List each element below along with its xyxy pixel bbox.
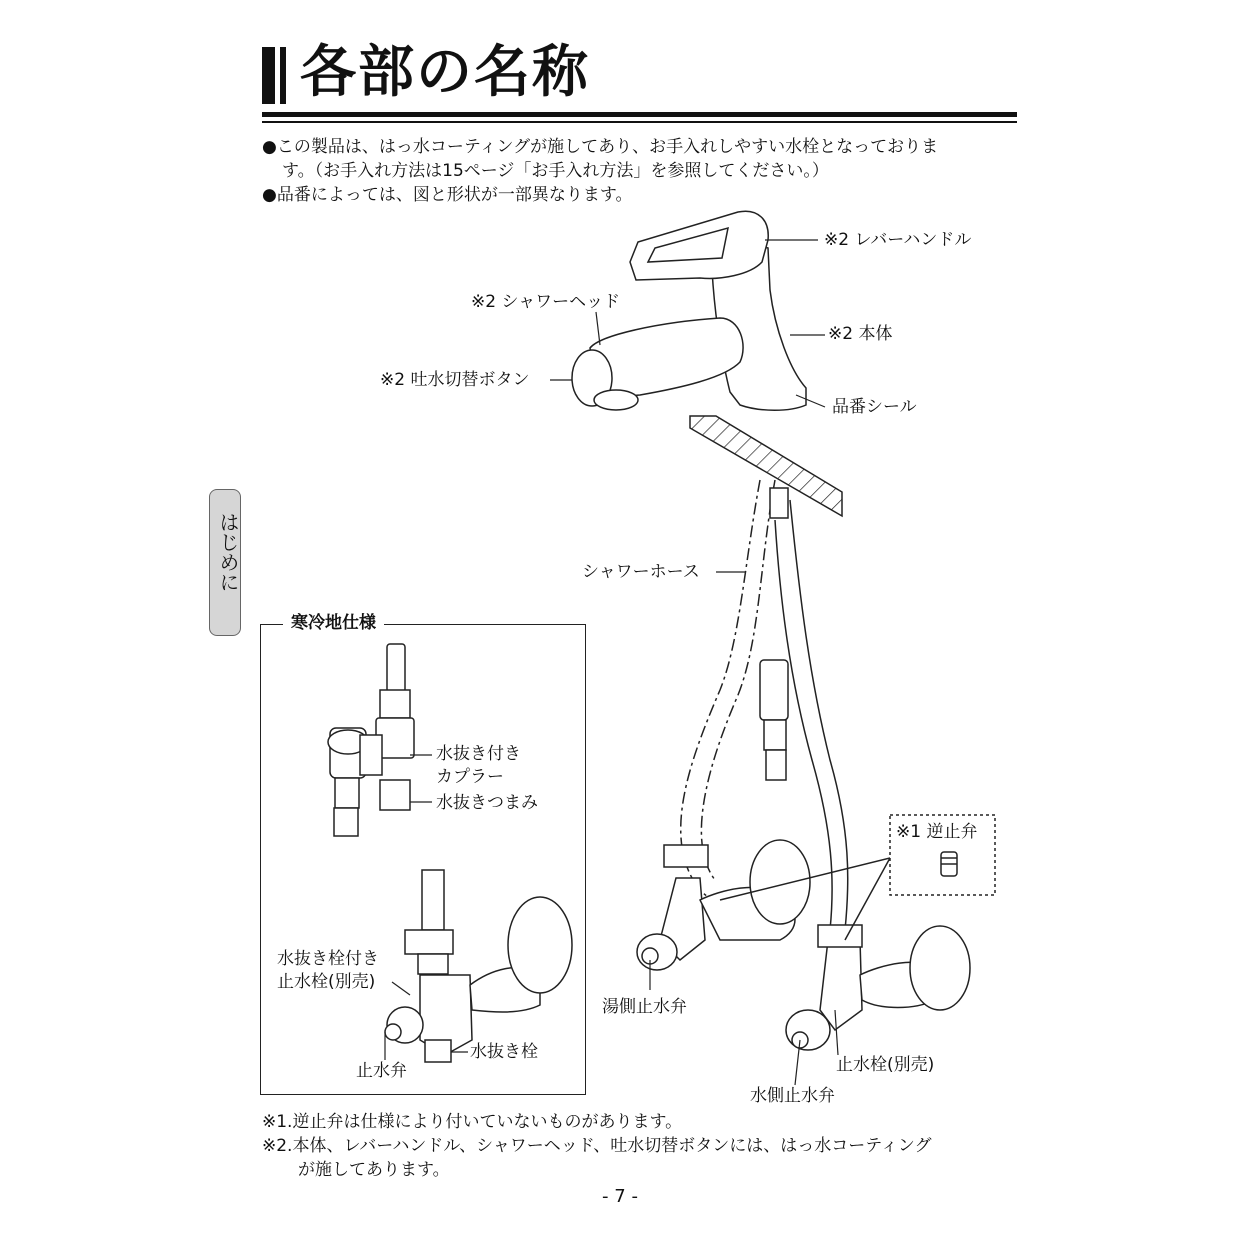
- label-model-seal: 品番シール: [832, 397, 917, 417]
- cold-region-title: 寒冷地仕様: [283, 612, 384, 634]
- footnote-2: ※2.本体、レバーハンドル、シャワーヘッド、吐水切替ボタンには、はっ水コーティング: [262, 1136, 932, 1156]
- bullet-2: ●品番によっては、図と形状が一部異なります。: [262, 185, 633, 205]
- footnote-1: ※1.逆止弁は仕様により付いていないものがあります。: [262, 1112, 683, 1132]
- spout: [590, 318, 743, 398]
- cold-stop-valve: [820, 940, 862, 1030]
- bullet-1-cont: す。（お手入れ方法は15ページ「お手入れ方法」を参照してください。）: [282, 161, 829, 181]
- label-cold-valve: 水側止水弁: [750, 1086, 835, 1106]
- label-shower-head: ※2 シャワーヘッド: [471, 292, 621, 312]
- label-lever-handle: ※2 レバーハンドル: [824, 230, 972, 250]
- label-check-valve: ※1 逆止弁: [896, 822, 978, 842]
- page-number: - 7 -: [602, 1186, 638, 1207]
- bullet-1: ●この製品は、はっ水コーティングが施してあり、お手入れしやすい水栓となっておりま: [262, 137, 939, 157]
- cold-region-box: [260, 624, 586, 1095]
- label-hot-valve: 湯側止水弁: [602, 997, 687, 1017]
- label-shower-hose: シャワーホース: [582, 562, 700, 582]
- footnote-2-cont: が施してあります。: [298, 1160, 450, 1180]
- counter-top: [690, 416, 842, 516]
- label-coupler-2: カプラー: [436, 767, 504, 787]
- label-drain-cock-1: 水抜き栓付き: [277, 949, 379, 969]
- label-stop-cock: 止水栓(別売): [836, 1055, 935, 1075]
- page-title: 各部の名称: [300, 40, 590, 105]
- label-drain-knob: 水抜きつまみ: [436, 793, 538, 813]
- label-spout-button: ※2 吐水切替ボタン: [380, 370, 530, 390]
- label-body: ※2 本体: [828, 324, 893, 344]
- label-stop-valve: 止水弁: [356, 1061, 407, 1081]
- label-coupler-1: 水抜き付き: [436, 744, 521, 764]
- label-drain-cock-2: 止水栓(別売): [277, 972, 376, 992]
- side-tab-label: はじめに: [216, 512, 240, 592]
- label-drain-plug: 水抜き栓: [470, 1042, 538, 1062]
